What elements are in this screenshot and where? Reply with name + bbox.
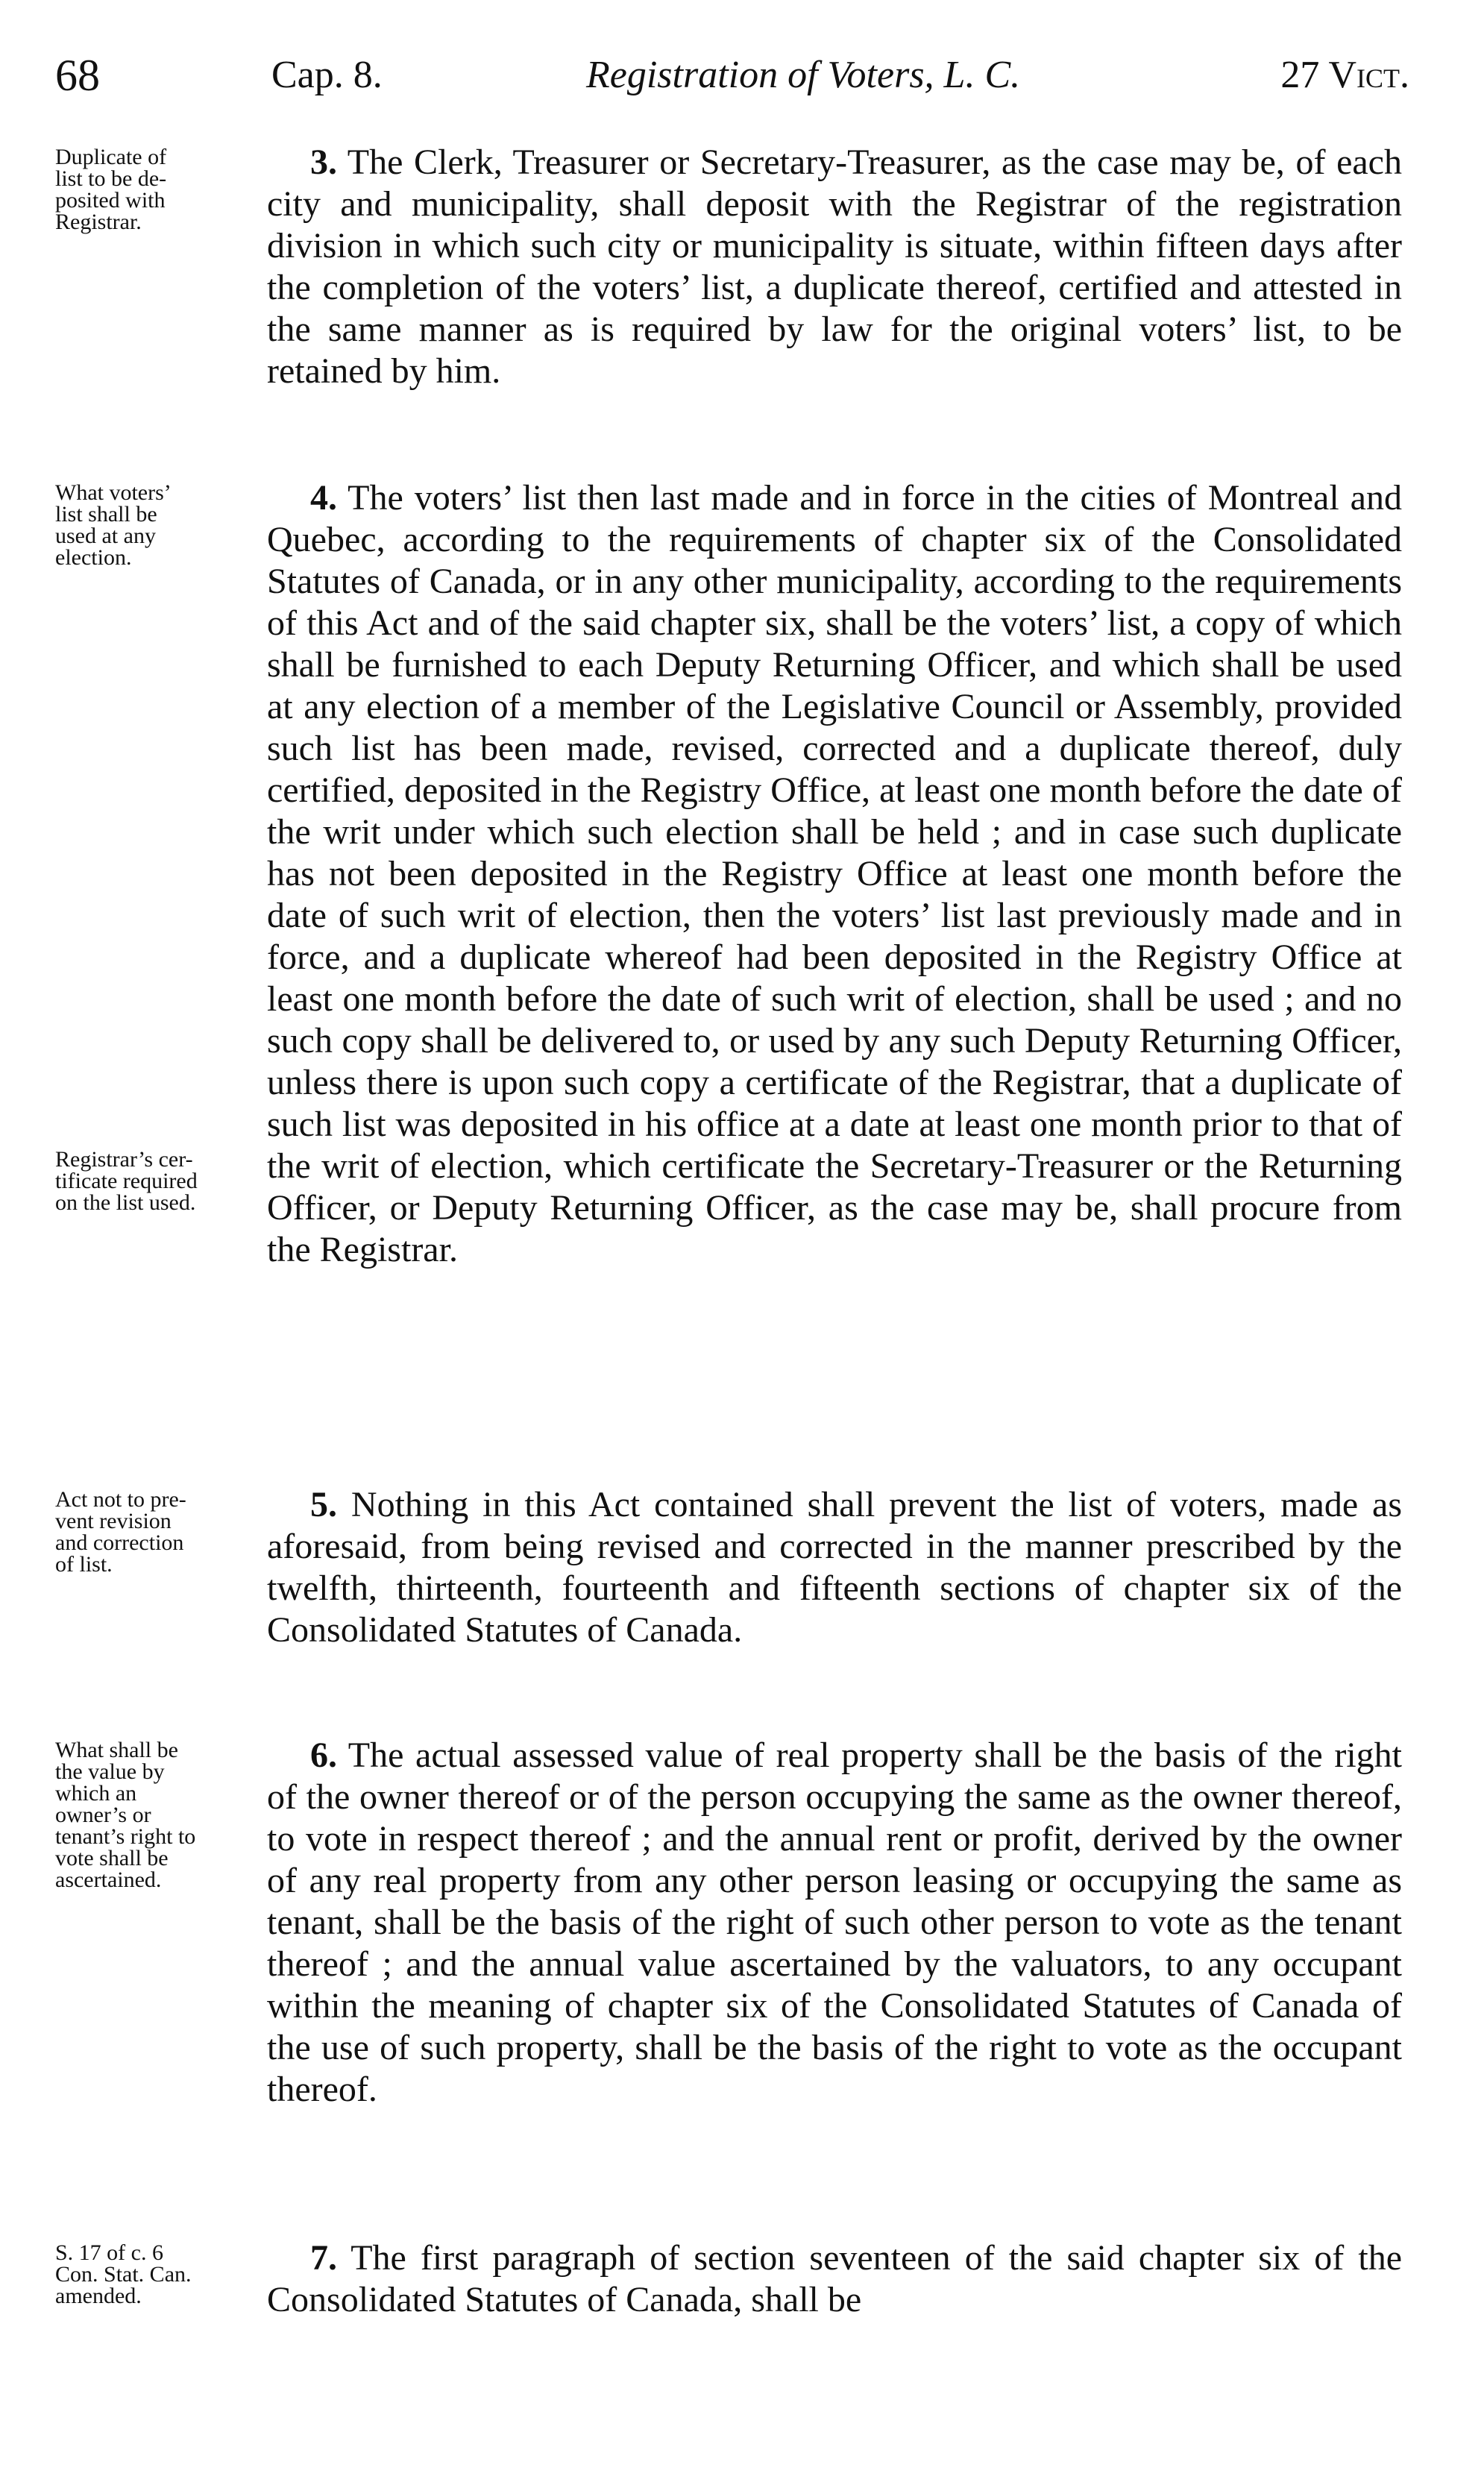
section-paragraph — [267, 2237, 1402, 2321]
margin-note: Registrar’s cer- tificate required on the list used. — [55, 1147, 198, 1215]
section-text: The first paragraph of section seventeen of the said chapter six of the Consolidated Statutes of Canada, shall be — [267, 2238, 1402, 2319]
margin-note: What voters’ list shall be used at any election. — [55, 480, 172, 570]
section-paragraph — [267, 477, 1402, 1271]
running-header — [55, 42, 1409, 109]
chapter-label: Cap. 8. — [271, 54, 383, 96]
act-title: Registration of Voters, L. C. — [586, 54, 1021, 96]
margin-note: Duplicate of list to be de- posited with Registrar. — [55, 145, 167, 234]
section-number: 3. — [310, 142, 337, 182]
section-paragraph — [267, 1735, 1402, 2111]
section-text: Nothing in this Act contained shall prevent the list of voters, made as aforesaid, from being revised and corrected in the manner prescribed by the twelfth, thirteenth, fourteenth and fifteenth sections of chapter six of the Consolidated Statutes of Canada. — [267, 1485, 1403, 1650]
section-text: The Clerk, Treasurer or Secretary-Treasurer, as the case may be, of each city and municipality, shall deposit with the Registrar of the registration division in which such city or municipality is situate, within fifteen days after the completion of the voters’ list, a duplicate thereof, certified and attested in the same manner as is required by law for the original voters’ list, to be retained by him. — [267, 142, 1402, 391]
margin-note: S. 17 of c. 6 Con. Stat. Can. amended. — [55, 2240, 192, 2308]
section-number: 4. — [310, 478, 337, 518]
regnal-year: 27 Vict. — [1280, 54, 1409, 96]
margin-note: Act not to pre- vent revision and correction of list. — [55, 1487, 186, 1577]
section-paragraph — [267, 1484, 1402, 1651]
margin-note: What shall be the value by which an owner’s or tenant’s right to vote shall be ascertained. — [55, 1738, 196, 1892]
section-number: 5. — [310, 1485, 337, 1524]
section-text: The actual assessed value of real property shall be the basis of the right of the owner thereof or of the person occupying the same as the owner thereof, to vote in respect thereof ; and the annual rent or profit, derived by the owner of any real property from any other person leasing or occupying the same as tenant, shall be the basis of the right of such other person to vote as the tenant thereof ; and the annual value ascertained by the valuators, to any occupant within the meaning of chapter six of the Consolidated Statutes of Canada of the use of such property, shall be the basis of the right to vote as the occupant thereof. — [267, 1735, 1402, 2109]
page-number: 68 — [55, 51, 100, 100]
section-number: 6. — [310, 1735, 337, 1775]
section-text: The voters’ list then last made and in force in the cities of Montreal and Quebec, according to the requirements of chapter six of the Consolidated Statutes of Canada, or in any other municipality, according to the requirements of this Act and of the said chapter six, shall be the voters’ list, a copy of which shall be furnished to each Deputy Returning Officer, and which shall be used at any election of a member of the Legislative Council or Assembly, provided such list has been made, revised, corrected and a duplicate thereof, duly certified, deposited in the Registry Office, at least one month before the date of the writ under which such election shall be held ; and in case such duplicate has not been deposited in the Registry Office at least one month before the date of such writ of election, then the voters’ list last previously made and in force, and a duplicate whereof had been deposited in the Registry Office at least one month before the date of such writ of election, shall be used ; and no such copy shall be delivered to, or used by any such Deputy Returning Officer, unless there is upon such copy a certificate of the Registrar, that a duplicate of such list was deposited in his office at a date at least one month prior to that of the writ of election, which certificate the Secretary-Treasurer or the Returning Officer, or Deputy Returning Officer, as the case may be, shall procure from the Registrar. — [267, 478, 1402, 1269]
section-paragraph — [267, 142, 1402, 392]
section-number: 7. — [310, 2238, 337, 2278]
